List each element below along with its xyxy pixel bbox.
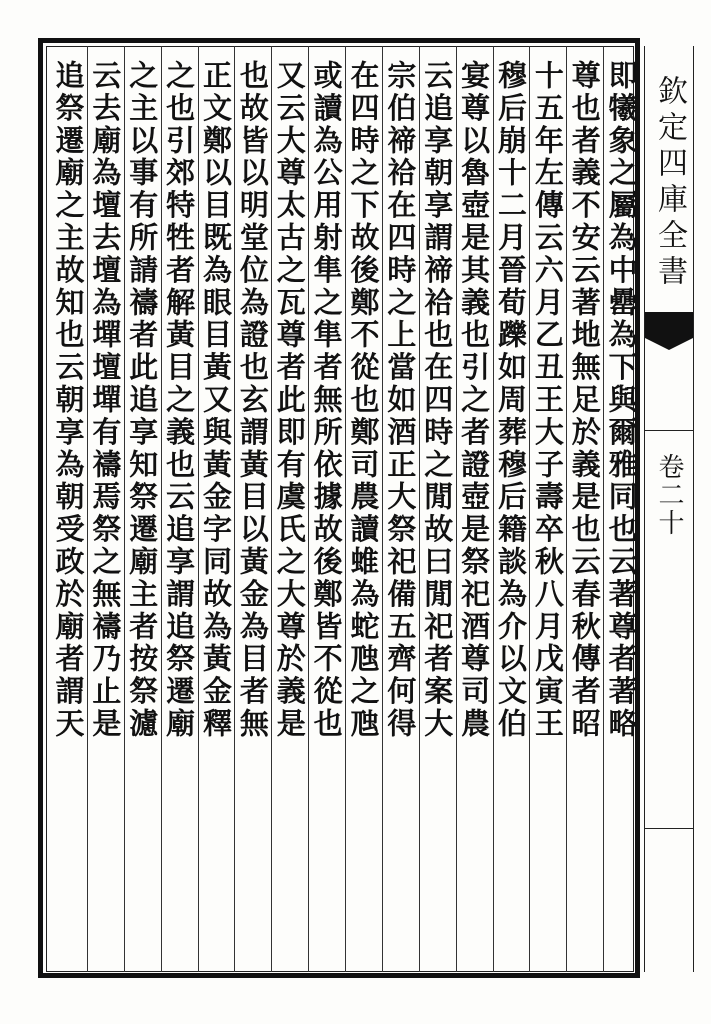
column-rule [271, 46, 272, 972]
volume-label: 卷二十 [654, 453, 684, 537]
text-column: 宗伯禘祫在四時之上當如酒正大祭祀備五齊何得 [383, 60, 418, 741]
text-column: 十五年左傳云六月乙丑王大子壽卒秋八月戊寅王 [530, 60, 565, 741]
text-column: 云去廟為壇去壇為墠壇墠有禱焉祭之無禱乃止是 [88, 60, 123, 741]
text-column: 在四時之下故後鄭不從也鄭司農讀蜼為蛇虺之虺 [346, 60, 381, 741]
column-rule [308, 46, 309, 972]
column-rule [566, 46, 567, 972]
column-rule [198, 46, 199, 972]
column-rule [234, 46, 235, 972]
column-rule [493, 46, 494, 972]
fishtail-label [650, 312, 688, 338]
text-column: 云追享朝享謂禘祫也在四時之閒故曰閒祀者案大 [420, 60, 455, 741]
text-column: 或讀為公用射隼之隼者無所依據故後鄭皆不從也 [309, 60, 344, 741]
column-rule [345, 46, 346, 972]
text-column: 穆后崩十二月晉荀躒如周葬穆后籍談為介以文伯 [493, 60, 528, 741]
text-column: 宴尊以魯壺是其義也引之者證壺是祭祀酒尊司農 [457, 60, 492, 741]
book-title: 欽定四庫全書 [652, 75, 687, 291]
column-rule [603, 46, 604, 972]
text-column: 尊也者義不安云著地無足於義是也云春秋傳者昭 [567, 60, 602, 741]
margin-divider [644, 430, 694, 431]
column-rule [529, 46, 530, 972]
column-rule [124, 46, 125, 972]
column-rule [87, 46, 88, 972]
column-rule [161, 46, 162, 972]
column-rule [419, 46, 420, 972]
text-column: 正文鄭以目既為眼目黃又與黃金字同故為黃金釋 [198, 60, 233, 741]
column-rule [382, 46, 383, 972]
text-column: 追祭遷廟之主故知也云朝享為朝受政於廟者謂天 [51, 60, 86, 741]
text-column: 之也引郊特牲者解黃目之義也云追享謂追祭遷廟 [162, 60, 197, 741]
column-rule [456, 46, 457, 972]
margin-divider [644, 828, 694, 829]
text-column: 也故皆以明堂位為證也玄謂黃目以黃金為目者無 [235, 60, 270, 741]
text-column: 即犧象之屬為中罍為下與爾雅同也云著尊者著略 [604, 60, 639, 741]
text-column: 又云大尊太古之瓦尊者此即有虞氏之大尊於義是 [272, 60, 307, 741]
text-column: 之主以事有所請禱者此追享知祭遷廟主者按祭濾 [125, 60, 160, 741]
